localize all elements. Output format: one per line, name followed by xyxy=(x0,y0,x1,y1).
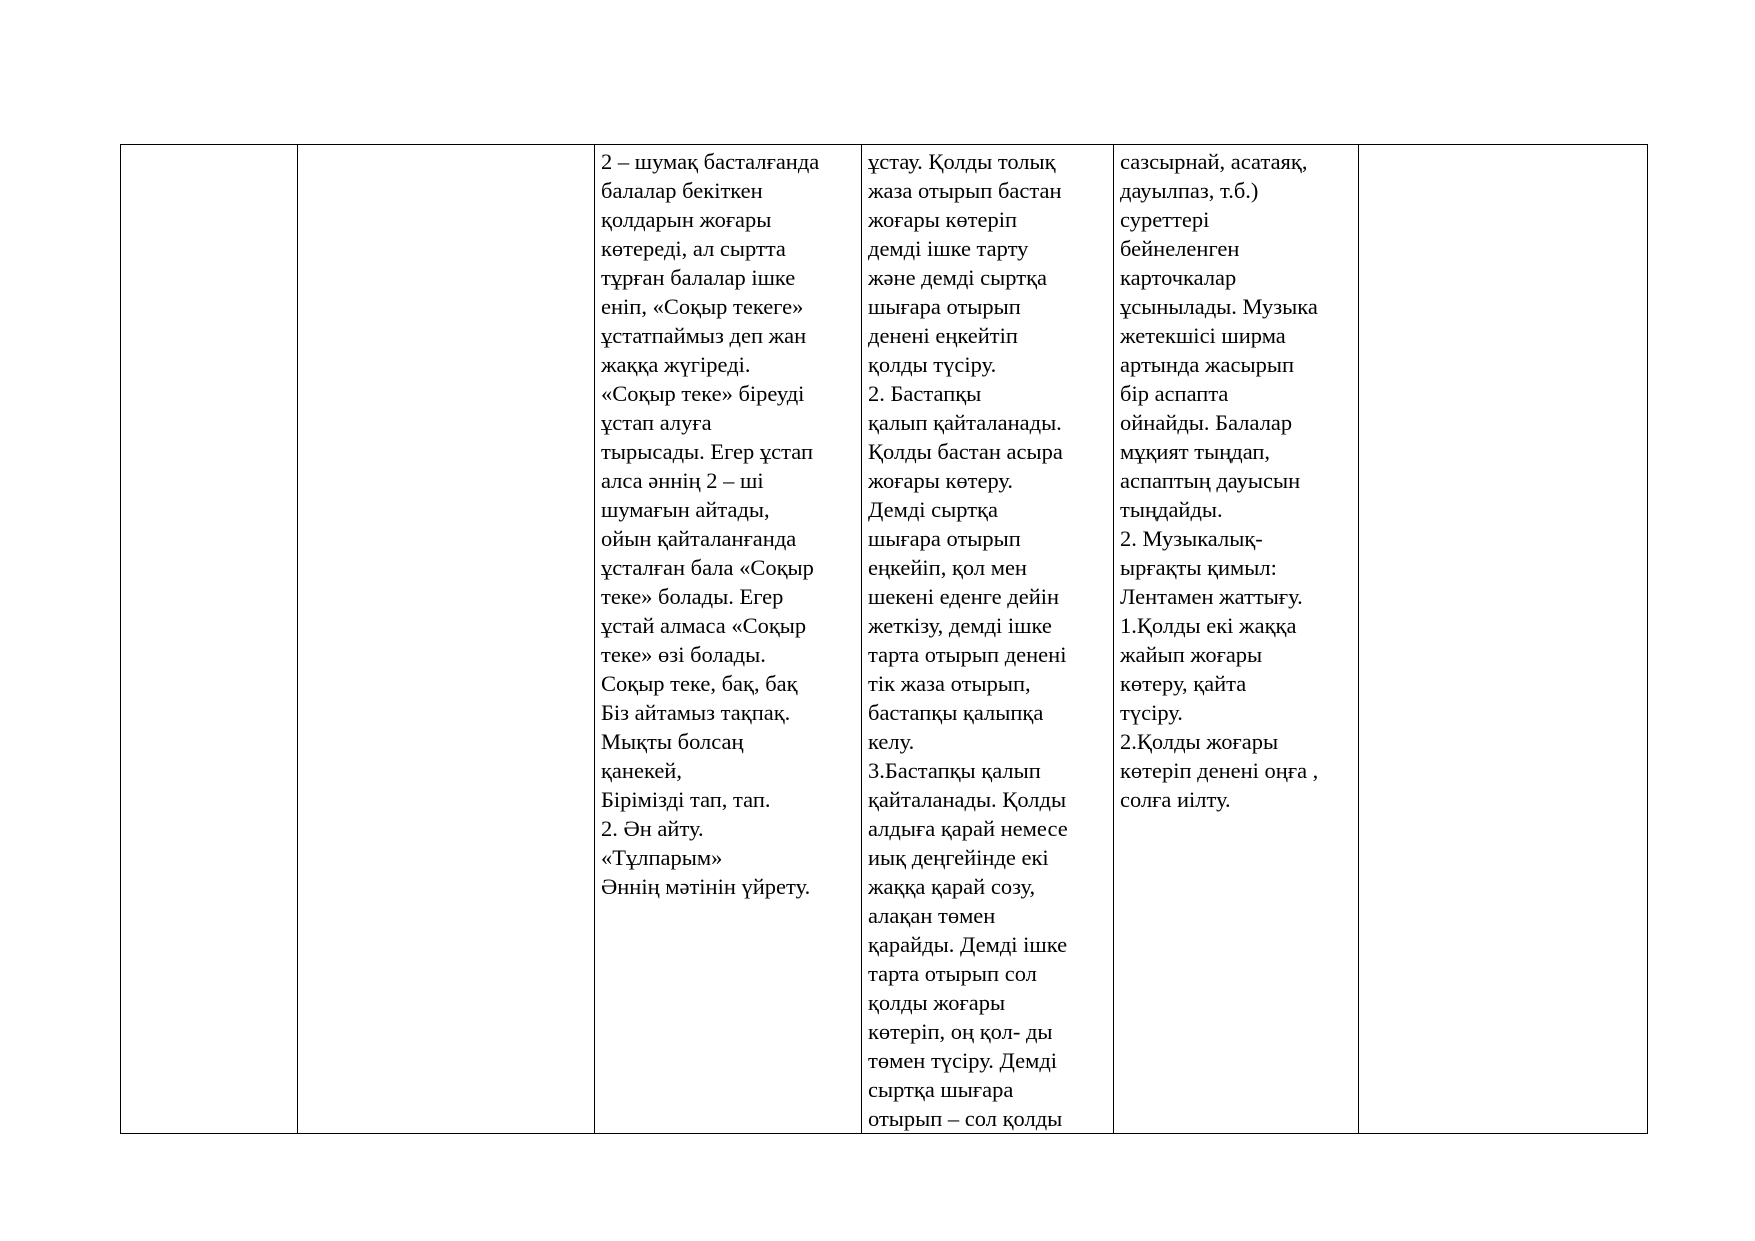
table-cell-col-6 xyxy=(1359,145,1648,1134)
cell-text-exercise-description: ұстау. Қолды толық жаза отырып бастан жоғары көтеріп демді ішке тарту және демді сыртқа шығара отырып денені еңкейтіп қолды түсіру. 2. Бастапқы қалып қайталанады. Қолды бастан асыра жоғары көтеру. Демді сыртқа шығара отырып еңкейіп, қол мен шекені еденге дейін жеткізу, демді ішке тарта отырып денені тік жаза отырып, бастапқы қалыпқа келу. 3.Бастапқы қалып қайталанады. Қолды алдыға қарай немесе иық деңгейінде екі жаққа қарай созу, алақан төмен қарайды. Демді ішке тарта отырып сол қолды жоғары көтеріп, оң қол- ды төмен түсіру. Демді сыртқа шығара отырып – сол қолды xyxy=(868,149,1068,1131)
table-cell-col-1 xyxy=(121,145,298,1134)
table-cell-game-description xyxy=(595,145,862,1134)
table-cell-col-2 xyxy=(298,145,595,1134)
cell-text-game-description: 2 – шумақ басталғанда балалар бекіткен қолдарын жоғары көтереді, ал сыртта тұрған балалар ішке еніп, «Соқыр текеге» ұстатпаймыз деп жан жаққа жүгіреді. «Соқыр теке» біреуді ұстап алуға тырысады. Егер ұстап алса әннің 2 – ші шумағын айтады, ойын қайталанғанда ұсталған бала «Соқыр теке» болады. Егер ұстай алмаса «Соқыр теке» өзі болады. Соқыр теке, бақ, бақ Біз айтамыз тақпақ. Мықты болсаң қанекей, Бірімізді тап, тап. 2. Ән айту. «Тұлпарым» Әннің мәтінін үйрету. xyxy=(601,149,820,899)
table-cell-exercise-description xyxy=(862,145,1114,1134)
table-row xyxy=(121,145,1648,1134)
lesson-plan-table xyxy=(120,144,1648,1134)
table-cell-music-activity xyxy=(1114,145,1359,1134)
cell-text-music-activity: сазсырнай, асатаяқ, дауылпаз, т.б.) суреттері бейнеленген карточкалар ұсынылады. Музыка жетекшісі ширма артында жасырып бір аспапта ойнайды. Балалар мұқият тыңдап, аспаптың дауысын тыңдайды. 2. Музыкалық- ырғақты қимыл: Лентамен жаттығу. 1.Қолды екі жаққа жайып жоғары көтеру, қайта түсіру. 2.Қолды жоғары көтеріп денені оңға , солға иілту. xyxy=(1120,149,1319,812)
